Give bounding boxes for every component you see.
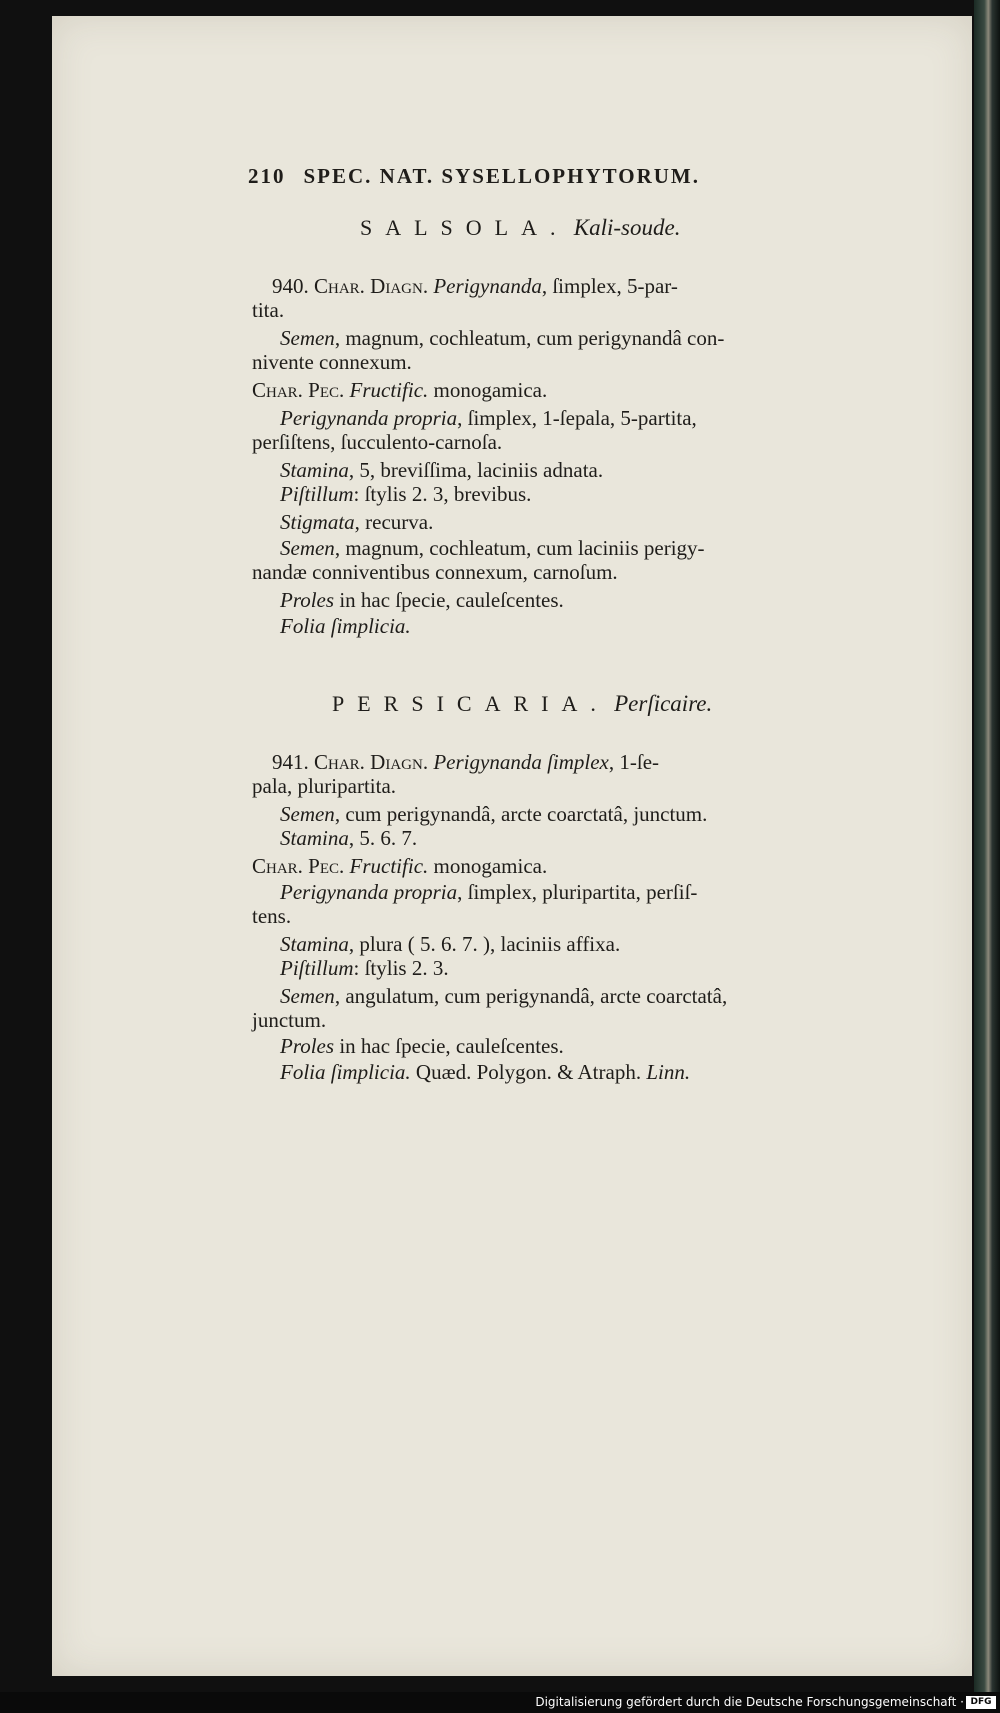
text-line [252,1008,326,1032]
italic-term: Piſtillum [280,956,354,980]
text-run: , recurva. [354,510,434,534]
italic-term: Stamina [280,458,349,482]
italic-term: Stamina [280,932,349,956]
italic-term: Folia ſimplicia. [280,1060,411,1084]
text-line [280,482,531,506]
text-line [252,854,547,878]
text-run: nivente connexum. [252,350,412,374]
italic-term: Semen [280,326,335,350]
text-line [280,406,697,430]
text-run: 941. [272,750,314,774]
text-line [280,458,603,482]
text-run: : ſtylis 2. 3, brevibus. [353,482,532,506]
text-line [280,1034,564,1058]
text-line [252,904,291,928]
text-line [252,430,502,454]
text-line [252,774,396,798]
text-line [272,274,678,298]
genus-name: SALSOLA. [360,215,569,240]
text-line [280,614,411,638]
text-run: : ſtylis 2. 3. [353,956,449,980]
italic-term: Semen [280,536,335,560]
text-line [252,350,412,374]
genus-heading-salsola [360,216,680,240]
text-run: tens. [252,904,292,928]
text-line [280,1060,690,1084]
italic-term: Proles [280,1034,335,1058]
italic-term: Perigynanda propria [280,880,458,904]
text-run: in hac ſpecie, cauleſcentes. [334,588,564,612]
text-line [280,984,727,1008]
text-line [252,298,284,322]
text-run: , ſimplex, 5-par- [541,274,678,298]
text-run: in hac ſpecie, cauleſcentes. [334,1034,564,1058]
italic-term: Perigynanda propria [280,406,458,430]
text-run: perſiſtens, ſucculento-carnoſa. [252,430,503,454]
text-run: junctum. [252,1008,327,1032]
text-run: , 5. 6. 7. [348,826,418,850]
text-run: nandæ conniventibus connexum, carnoſum. [252,560,618,584]
text-line [252,378,547,402]
text-run: Quæd. Polygon. & Atraph. [410,1060,647,1084]
text-line [280,802,707,826]
text-line [252,560,618,584]
funding-notice: Digitalisierung gefördert durch die Deutsche Forschungsgemeinschaft · [535,1695,964,1709]
dfg-logo: DFG [966,1696,996,1709]
text-run: , cum perigynandâ, arcte coarctatâ, junctum. [334,802,708,826]
text-run: 940. [272,274,314,298]
book-edge [974,0,1000,1713]
italic-term: Semen [280,984,335,1008]
text-line [280,588,564,612]
small-caps-label: Char. Pec. [252,854,345,878]
italic-term: Fructific. [349,378,429,402]
text-line [280,326,724,350]
text-run: monogamica. [428,854,548,878]
text-run: monogamica. [428,378,548,402]
text-line [280,932,620,956]
genus-name: PERSICARIA. [332,691,609,716]
italic-term: Proles [280,588,335,612]
running-header [248,164,700,188]
text-run: , magnum, cochleatum, cum perigynandâ con- [334,326,725,350]
text-line [280,510,433,534]
page-number: 210 [248,164,286,188]
french-name: Perſicaire. [614,691,713,716]
text-run: , 1-ſe- [608,750,660,774]
header-title: SPEC. NAT. SYSELLOPHYTORUM. [303,164,700,188]
italic-term: Folia ſimplicia. [280,614,411,638]
french-name: Kali-soude. [573,215,681,240]
text-line [272,750,659,774]
italic-term: Stamina [280,826,349,850]
text-line [280,880,697,904]
text-run: , angulatum, cum perigynandâ, arcte coarctatâ, [334,984,728,1008]
italic-term: Perigynanda ſimplex [433,750,609,774]
italic-term: Piſtillum [280,482,354,506]
small-caps-label: Char. Pec. [252,378,345,402]
text-line [280,826,417,850]
text-line [280,956,449,980]
italic-term: Perigynanda [433,274,542,298]
italic-term: Linn. [646,1060,691,1084]
small-caps-label: Char. Diagn. [314,750,429,774]
text-run: pala, pluripartita. [252,774,397,798]
small-caps-label: Char. Diagn. [314,274,429,298]
text-run: , plura ( 5. 6. 7. ), laciniis affixa. [348,932,621,956]
text-run: tita. [252,298,285,322]
text-run: , 5, breviſſima, laciniis adnata. [348,458,604,482]
genus-heading-persicaria [332,692,712,716]
italic-term: Fructific. [349,854,429,878]
text-run: , ſimplex, 1-ſepala, 5-partita, [457,406,697,430]
text-run: , magnum, cochleatum, cum laciniis perigy- [334,536,705,560]
italic-term: Semen [280,802,335,826]
text-run: , ſimplex, pluripartita, perſiſ- [457,880,698,904]
italic-term: Stigmata [280,510,355,534]
text-line [280,536,705,560]
book-page [52,16,972,1676]
